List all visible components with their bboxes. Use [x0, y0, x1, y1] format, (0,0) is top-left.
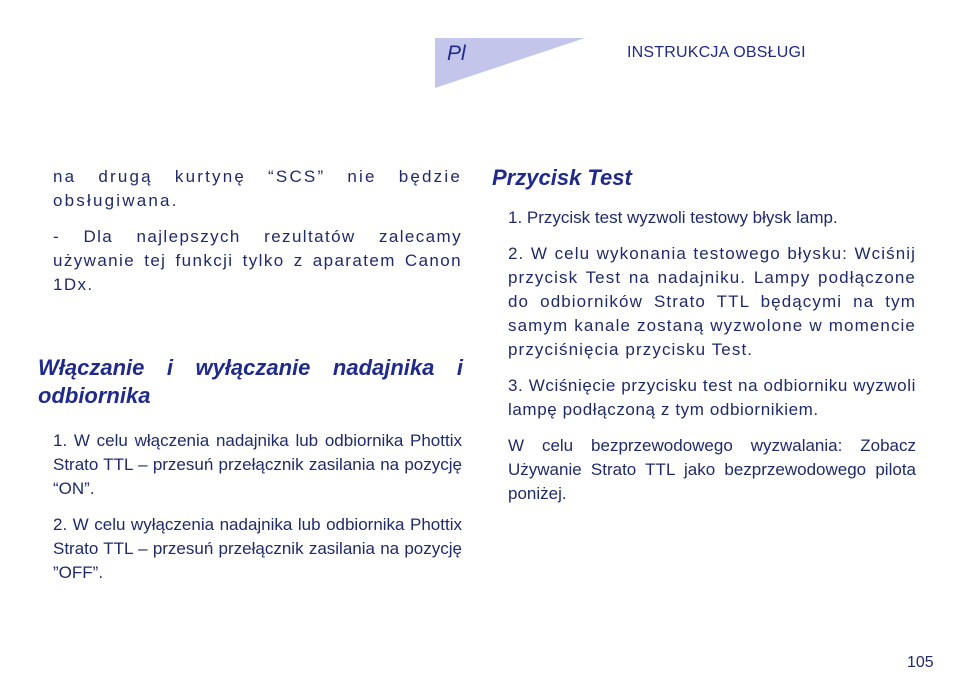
power-instructions [53, 429, 462, 585]
test-item-2: 2. W celu wykonania testowego błysku: Wciśnij przycisk Test na nadajniku. Lampy podłączone do odbiorników Strato TTL będącymi na tym samym kanale zostaną wyzwolone w momencie przyciśnięcia przycisku Test. [508, 244, 916, 359]
test-item-wireless: W celu bezprzewodowego wyzwalania: Zobacz Używanie Strato TTL jako bezprzewodowego pilota poniżej. [508, 436, 916, 503]
left-intro [53, 165, 462, 297]
power-item-off: 2. W celu wyłączenia nadajnika lub odbiornika Phottix Strato TTL – przesuń przełącznik zasilania na pozycję ”OFF”. [53, 515, 462, 582]
power-item-on: 1. W celu włączenia nadajnika lub odbiornika Phottix Strato TTL – przesuń przełącznik zasilania na pozycję “ON”. [53, 431, 462, 498]
intro-paragraph-2: - Dla najlepszych rezultatów zalecamy używanie tej funkcji tylko z aparatem Canon 1Dx. [53, 227, 462, 294]
test-instructions [508, 206, 916, 506]
section-heading-test: Przycisk Test [492, 165, 632, 190]
test-item-3: 3. Wciśnięcie przycisku test na odbiorniku wyzwoli lampę podłączoną z tym odbiornikiem. [508, 376, 916, 419]
manual-title: INSTRUKCJA OBSŁUGI [627, 44, 806, 61]
test-item-1: 1. Przycisk test wyzwoli testowy błysk lamp. [508, 208, 838, 227]
language-code: Pl [447, 42, 466, 65]
page-number: 105 [907, 654, 934, 671]
intro-paragraph-1: na drugą kurtynę “SCS” nie będzie obsługiwana. [53, 167, 462, 210]
section-heading-power: Włączanie i wyłączanie nadajnika i odbiornika [38, 355, 463, 408]
